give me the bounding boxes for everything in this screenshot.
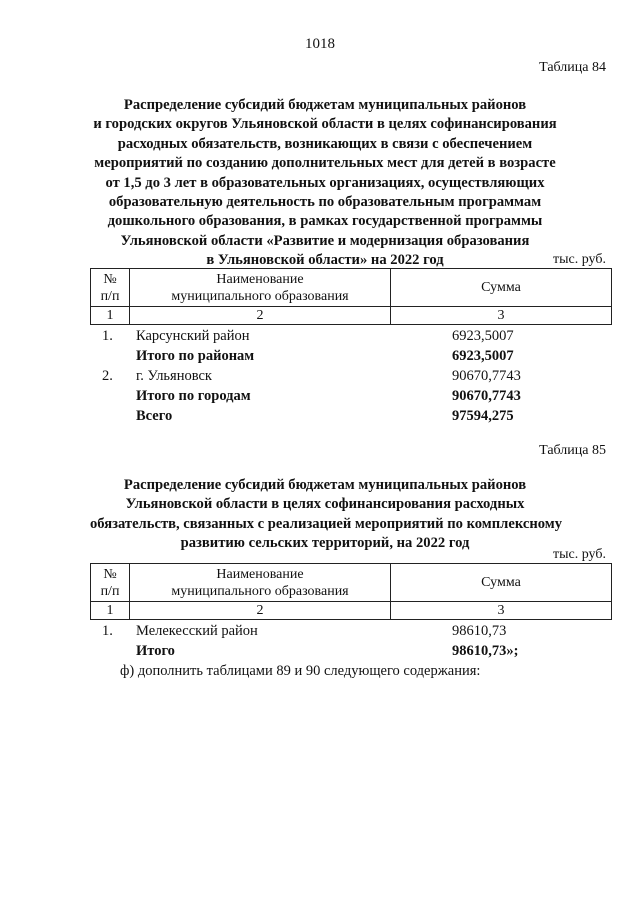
table-row <box>90 328 612 348</box>
header-num-label: п/п <box>100 288 120 304</box>
title-line: в Ульяновской области» на 2022 год <box>206 252 444 269</box>
row-sum: 98610,73 <box>452 623 507 639</box>
header-num-label: № <box>103 271 117 287</box>
row-sum: 6923,5007 <box>452 348 514 364</box>
row-number: 1. <box>102 328 113 344</box>
header-name-cell <box>130 269 391 307</box>
header-name-label: муниципального образования <box>171 288 349 304</box>
title-line: мероприятий по созданию дополнительных мест для детей в возрасте <box>94 155 556 172</box>
row-number: 1. <box>102 623 113 639</box>
row-name: Всего <box>136 408 173 424</box>
title-line: расходных обязательств, возникающих в связи с обеспечением <box>117 135 533 152</box>
table-84-label: Таблица 84 <box>539 60 606 75</box>
column-number: 3 <box>391 307 612 325</box>
table-row <box>90 623 612 643</box>
header-name-cell <box>130 564 391 602</box>
row-sum: 97594,275 <box>452 408 514 424</box>
header-num-label: № <box>103 566 117 582</box>
row-name: Карсунский район <box>136 328 250 344</box>
column-number: 3 <box>391 602 612 620</box>
header-sum-cell: Сумма <box>391 564 612 602</box>
table-85-label: Таблица 85 <box>539 443 606 458</box>
row-number: 2. <box>102 368 113 384</box>
table-row <box>90 368 612 388</box>
table-85-title <box>90 476 563 554</box>
title-line: и городских округов Ульяновской области в целях софинансирования <box>93 116 557 133</box>
row-name: Итого <box>136 643 175 659</box>
header-num-cell <box>91 564 130 602</box>
column-number: 2 <box>130 602 391 620</box>
table-84-header <box>90 268 612 325</box>
row-sum: 6923,5007 <box>452 328 514 344</box>
title-line: обязательств, связанных с реализацией мероприятий по комплексному <box>90 515 563 532</box>
column-number: 2 <box>130 307 391 325</box>
header-num-cell <box>91 269 130 307</box>
footnote-text: ф) дополнить таблицами 89 и 90 следующего содержания: <box>120 663 481 679</box>
table-row-total <box>90 408 612 428</box>
row-name: Итого по районам <box>136 348 255 364</box>
table-row-subtotal <box>90 348 612 368</box>
title-line: развитию сельских территорий, на 2022 год <box>180 535 470 552</box>
title-line: от 1,5 до 3 лет в образовательных организациях, осуществляющих <box>105 174 545 191</box>
row-sum: 90670,7743 <box>452 388 521 404</box>
title-line: Распределение субсидий бюджетам муниципальных районов <box>123 97 527 113</box>
row-name: Итого по городам <box>136 388 251 404</box>
title-line: образовательную деятельность по образовательным программам <box>108 194 542 211</box>
header-name-label: муниципального образования <box>171 583 349 599</box>
row-name: Мелекесский район <box>136 623 258 639</box>
row-name: г. Ульяновск <box>136 368 212 384</box>
page-number: 1018 <box>305 36 335 52</box>
table-row-total <box>90 643 612 663</box>
title-line: Распределение субсидий бюджетам муниципальных районов <box>123 477 527 493</box>
column-number: 1 <box>91 602 130 620</box>
table-row-subtotal <box>90 388 612 408</box>
table-84-title <box>90 96 560 271</box>
row-sum: 90670,7743 <box>452 368 521 384</box>
title-line: Ульяновской области в целях софинансирования расходных <box>125 496 525 513</box>
table-85-header <box>90 563 612 620</box>
header-num-label: п/п <box>100 583 120 599</box>
table-85-unit: тыс. руб. <box>553 547 606 562</box>
header-sum-cell: Сумма <box>391 269 612 307</box>
column-number: 1 <box>91 307 130 325</box>
table-84-unit: тыс. руб. <box>553 252 606 267</box>
title-line: дошкольного образования, в рамках государственной программы <box>107 213 543 230</box>
row-sum: 98610,73»; <box>452 643 519 659</box>
title-line: Ульяновской области «Развитие и модернизация образования <box>120 232 530 249</box>
header-name-label: Наименование <box>216 566 304 582</box>
header-name-label: Наименование <box>216 271 304 287</box>
